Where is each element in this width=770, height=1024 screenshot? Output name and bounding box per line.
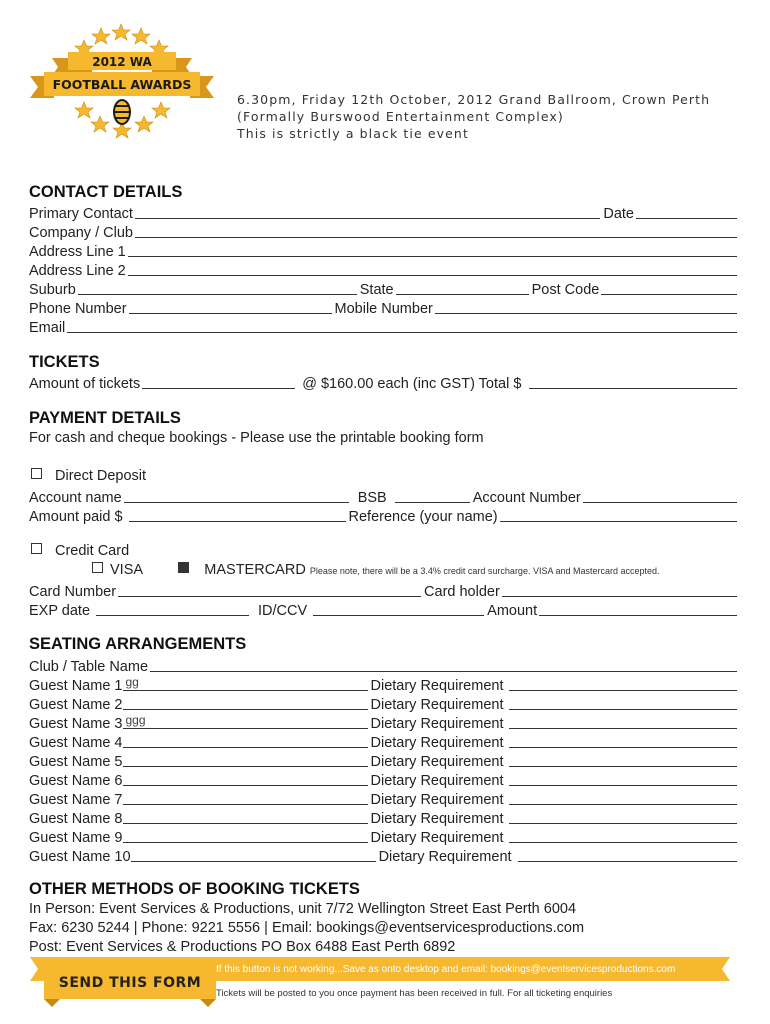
reference-label: Reference (your name): [348, 509, 498, 525]
account-number-field[interactable]: [583, 487, 737, 503]
dietary-field[interactable]: [509, 675, 737, 691]
star-icon: [92, 28, 110, 44]
guest-name-field[interactable]: [123, 789, 368, 805]
credit-card-checkbox[interactable]: [31, 543, 42, 554]
tickets-row: [29, 373, 737, 392]
idccv-field[interactable]: [313, 600, 484, 616]
visa-checkbox[interactable]: [92, 562, 103, 573]
guest-name-field[interactable]: gg: [123, 675, 368, 691]
direct-deposit-label: Direct Deposit: [55, 468, 147, 484]
club-table-label: Club / Table Name: [29, 659, 149, 675]
visa-label: VISA: [110, 562, 143, 578]
credit-card-option[interactable]: [31, 543, 129, 559]
star-icon: [132, 28, 150, 44]
account-name-field[interactable]: [124, 487, 349, 503]
primary-contact-field[interactable]: [135, 203, 600, 219]
button-fallback-note: If this button is not working...Save as onto desktop and email: bookings@eventservicesproductions.com: [216, 964, 676, 975]
card-holder-label: Card holder: [424, 584, 500, 600]
dietary-field[interactable]: [509, 827, 737, 843]
tickets-heading: TICKETS: [29, 353, 100, 371]
send-form-button[interactable]: SEND THIS FORM: [58, 975, 202, 991]
card-number-label: Card Number: [29, 584, 117, 600]
account-number-label: Account Number: [472, 490, 581, 506]
guest-row: [29, 675, 737, 694]
email-row: [29, 317, 737, 336]
state-label: State: [359, 282, 394, 298]
event-former-venue: (Formally Burswood Entertainment Complex): [237, 109, 564, 124]
phone-row: [29, 298, 737, 317]
guest-name-label: Guest Name 7: [29, 792, 123, 808]
dietary-label: Dietary Requirement: [370, 754, 504, 770]
dietary-label: Dietary Requirement: [370, 716, 504, 732]
direct-deposit-checkbox[interactable]: [31, 468, 42, 479]
company-row: [29, 222, 737, 241]
guest-name-field[interactable]: [131, 846, 376, 862]
bsb-field[interactable]: [395, 487, 470, 503]
dietary-label: Dietary Requirement: [378, 849, 512, 865]
postcode-label: Post Code: [531, 282, 600, 298]
guest-name-field[interactable]: [123, 827, 368, 843]
star-icon: [91, 116, 109, 132]
guest-name-label: Guest Name 1: [29, 678, 123, 694]
star-icon: [75, 102, 93, 118]
exp-row: [29, 600, 737, 619]
guest-row: [29, 751, 737, 770]
payment-heading: PAYMENT DETAILS: [29, 409, 181, 427]
exp-date-field[interactable]: [96, 600, 249, 616]
amount-label: Amount: [487, 603, 538, 619]
surcharge-note: Please note, there will be a 3.4% credit card surcharge. VISA and Mastercard accepted.: [309, 566, 660, 576]
dietary-field[interactable]: [509, 770, 737, 786]
account-row: [29, 487, 737, 506]
guest-row: [29, 827, 737, 846]
suburb-field[interactable]: [78, 279, 357, 295]
state-field[interactable]: [396, 279, 529, 295]
guest-name-label: Guest Name 3: [29, 716, 123, 732]
suburb-row: [29, 279, 737, 298]
seating-heading: SEATING ARRANGEMENTS: [29, 635, 247, 653]
account-name-label: Account name: [29, 490, 122, 506]
amount-field[interactable]: [539, 600, 737, 616]
star-icon: [152, 102, 170, 118]
contact-heading: CONTACT DETAILS: [29, 183, 183, 201]
football-icon: [113, 99, 131, 125]
dietary-label: Dietary Requirement: [370, 773, 504, 789]
ticket-price-text: @ $160.00 each (inc GST) Total $: [302, 376, 522, 392]
star-icon: [112, 24, 130, 40]
guest-name-label: Guest Name 9: [29, 830, 123, 846]
guest-name-field[interactable]: [123, 732, 368, 748]
star-icon: [135, 116, 153, 132]
direct-deposit-option[interactable]: [31, 468, 146, 484]
dietary-label: Dietary Requirement: [370, 697, 504, 713]
fax-phone-email-text: Fax: 6230 5244 | Phone: 9221 5556 | Email: bookings@eventservicesproductions.com: [29, 920, 585, 936]
address2-label: Address Line 2: [29, 263, 126, 279]
amount-paid-field[interactable]: [129, 506, 346, 522]
guest-name-label: Guest Name 8: [29, 811, 123, 827]
credit-card-label: Credit Card: [55, 543, 130, 559]
event-dress-code: This is strictly a black tie event: [237, 126, 469, 141]
guest-row: [29, 770, 737, 789]
address1-label: Address Line 1: [29, 244, 126, 260]
address2-row: [29, 260, 737, 279]
email-label: Email: [29, 320, 66, 336]
post-text: Post: Event Services & Productions PO Box 6488 East Perth 6892: [29, 939, 456, 955]
date-field[interactable]: [636, 203, 737, 219]
address1-row: [29, 241, 737, 260]
guest-row: [29, 732, 737, 751]
guest-row: [29, 808, 737, 827]
event-info: [237, 91, 710, 142]
company-label: Company / Club: [29, 225, 133, 241]
svg-text:FOOTBALL AWARDS: FOOTBALL AWARDS: [52, 77, 192, 92]
guest-row: [29, 789, 737, 808]
ticket-total-field[interactable]: [529, 373, 737, 389]
guest-name-label: Guest Name 10: [29, 849, 131, 865]
club-table-field[interactable]: [150, 656, 737, 672]
guest-name-field[interactable]: [123, 808, 368, 824]
guest-name-label: Guest Name 4: [29, 735, 123, 751]
guest-name-label: Guest Name 2: [29, 697, 123, 713]
amount-paid-label: Amount paid $: [29, 509, 123, 525]
dietary-field[interactable]: [509, 713, 737, 729]
exp-date-label: EXP date: [29, 603, 91, 619]
email-field[interactable]: [67, 317, 737, 333]
dietary-field[interactable]: [518, 846, 737, 862]
primary-contact-row: [29, 203, 737, 222]
dietary-label: Dietary Requirement: [370, 735, 504, 751]
guest-name-field[interactable]: [123, 751, 368, 767]
dietary-field[interactable]: [509, 732, 737, 748]
dietary-field[interactable]: [509, 694, 737, 710]
club-table-row: [29, 656, 737, 675]
dietary-label: Dietary Requirement: [370, 678, 504, 694]
dietary-field[interactable]: [509, 751, 737, 767]
ticket-amount-field[interactable]: [142, 373, 295, 389]
svg-text:2012 WA: 2012 WA: [92, 55, 152, 69]
in-person-text: In Person: Event Services & Productions, unit 7/72 Wellington Street East Perth 6004: [29, 901, 577, 917]
payment-intro: For cash and cheque bookings - Please use the printable booking form: [29, 430, 484, 446]
phone-label: Phone Number: [29, 301, 127, 317]
ticket-amount-label: Amount of tickets: [29, 376, 141, 392]
suburb-label: Suburb: [29, 282, 76, 298]
mobile-label: Mobile Number: [334, 301, 433, 317]
guest-name-label: Guest Name 5: [29, 754, 123, 770]
dietary-field[interactable]: [509, 789, 737, 805]
mastercard-checkbox[interactable]: [178, 562, 189, 573]
address2-field[interactable]: [128, 260, 737, 276]
card-holder-field[interactable]: [502, 581, 737, 597]
guest-row: [29, 846, 737, 865]
date-label: Date: [603, 206, 634, 222]
other-methods-heading: OTHER METHODS OF BOOKING TICKETS: [29, 880, 360, 898]
card-number-row: [29, 581, 737, 600]
postcode-field[interactable]: [601, 279, 737, 295]
address1-field[interactable]: [128, 241, 737, 257]
card-type-row: [92, 562, 660, 578]
primary-contact-label: Primary Contact: [29, 206, 133, 222]
reference-field[interactable]: [500, 506, 737, 522]
guest-name-field[interactable]: [123, 694, 368, 710]
amount-paid-row: [29, 506, 737, 525]
guest-name-field[interactable]: ggg: [123, 713, 368, 729]
mobile-field[interactable]: [435, 298, 737, 314]
company-field[interactable]: [135, 222, 737, 238]
guest-name-label: Guest Name 6: [29, 773, 123, 789]
idccv-label: ID/CCV: [258, 603, 308, 619]
football-awards-logo: [22, 18, 222, 148]
guest-row: [29, 694, 737, 713]
event-time-venue: 6.30pm, Friday 12th October, 2012 Grand Ballroom, Crown Perth: [237, 92, 711, 107]
ticket-posting-note: Tickets will be posted to you once payment has been received in full. For all ticketing enquiries: [216, 988, 613, 999]
phone-field[interactable]: [129, 298, 332, 314]
mastercard-label: MASTERCARD: [204, 562, 306, 578]
dietary-label: Dietary Requirement: [370, 811, 504, 827]
dietary-field[interactable]: [509, 808, 737, 824]
card-number-field[interactable]: [118, 581, 421, 597]
guest-name-field[interactable]: [123, 770, 368, 786]
dietary-label: Dietary Requirement: [370, 830, 504, 846]
guest-row: [29, 713, 737, 732]
bsb-label: BSB: [357, 490, 387, 506]
dietary-label: Dietary Requirement: [370, 792, 504, 808]
